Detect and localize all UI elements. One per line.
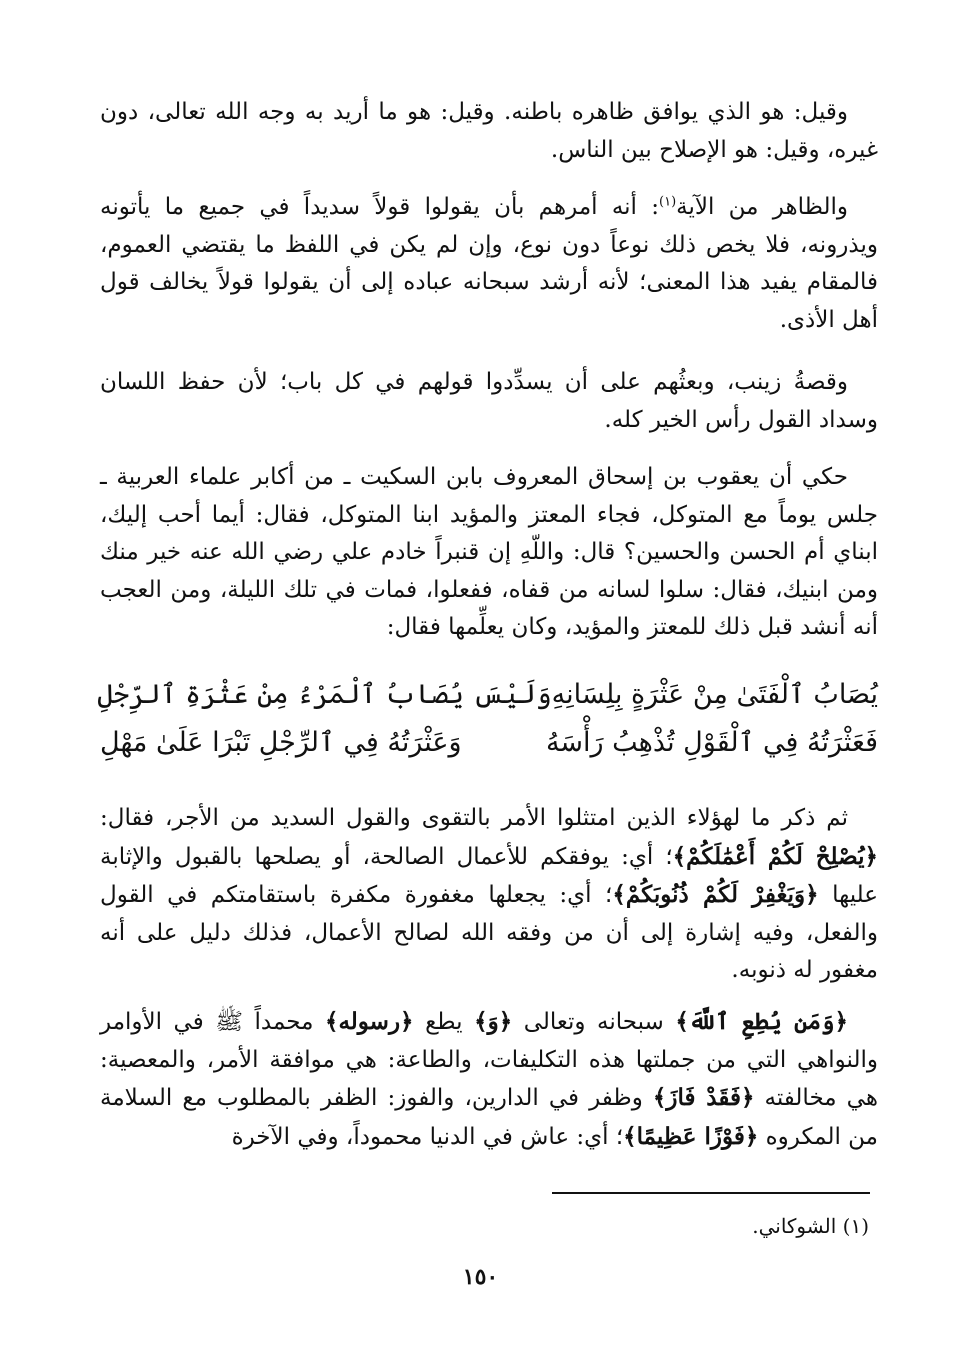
paragraph-2 xyxy=(100,189,878,339)
quran-quote-3: ﴿وَمَن يُطِعِ ٱللَّهَ﴾ xyxy=(675,1008,849,1035)
quran-quote-6: ﴿فَقَدْ فَازَ﴾ xyxy=(652,1084,755,1111)
quran-quote-2: ﴿وَيَغْفِرْ لَكُمْ ذُنُوبَكُمْ﴾ xyxy=(612,881,819,908)
quran-quote-5: ﴿رسوله﴾ xyxy=(324,1008,414,1035)
paragraph-6-text-e: ؛ أي: عاش في الدنيا محموداً، وفي الآخرة xyxy=(231,1123,624,1150)
footnote-text: الشوكاني. xyxy=(752,1214,837,1238)
verse-2-second-hemistich: وَعَثْرَتُهُ فِي ٱلرِّجْلِ تَبْرَا عَلَىٰ مَهْلِ xyxy=(100,726,462,758)
footnote-divider xyxy=(552,1192,870,1194)
paragraph-6-text-c: محمداً ﷺ في الأوامر والنواهي التي من جملتها هذه التكليفات، والطاعة: هي موافقة الأمر، والمعصية: هي مخالفته xyxy=(100,1009,878,1111)
verse-2-first-hemistich: فَعَثْرَتُهُ فِي ٱلْقَوْلِ تُذْهِبُ رَأْسَهُ xyxy=(545,726,878,758)
paragraph-5-text-b: ؛ أي: يوفقكم للأعمال الصالحة، أو يصلحها بالقبول والإثابة عليها xyxy=(100,843,878,908)
footnote-reference[interactable]: (١) xyxy=(659,194,677,210)
paragraph-5-text-a: ثم ذكر ما لهؤلاء الذين امتثلوا الأمر بالتقوى والقول السديد من الأجر، فقال: xyxy=(100,805,848,831)
quran-quote-4: ﴿وَ﴾ xyxy=(474,1008,513,1035)
paragraph-6 xyxy=(100,1003,878,1156)
paragraph-6-text-d: وظفر في الدارين، والفوز: الظفر بالمطلوب مع السلامة من المكروه xyxy=(100,1085,878,1150)
footnote-number: (١) xyxy=(842,1214,869,1238)
paragraph-6-text-a: سبحانه وتعالى xyxy=(512,1009,676,1035)
paragraph-2-text-b: : أنه أمرهم بأن يقولوا قولاً سديداً في جميع ما يأتونه ويذرونه، فلا يخص ذلك نوعاً دون نوع، وإن لم يكن في اللفظ ما يقتضي العموم، فالمقام يفيد هذا المعنى؛ لأنه أرشد سبحانه عباده إلى أن يقولوا قولاً يخالف قول أهل الأذى. xyxy=(100,194,878,333)
paragraph-3 xyxy=(100,364,878,439)
paragraph-3-text: وقصةُ زينب، وبعثُهم على أن يسدِّدوا قولهم في كل باب؛ لأن حفظ اللسان وسداد القول رأس الخير كله. xyxy=(100,369,878,433)
paragraph-1 xyxy=(100,94,878,169)
quran-quote-7: ﴿فَوْزًا عَظِيمًا﴾ xyxy=(623,1122,759,1150)
quran-quote-1: ﴿يُصْلِحْ لَكُمْ أَعْمَٰلَكُمْ﴾ xyxy=(672,842,878,870)
paragraph-5 xyxy=(100,800,878,990)
paragraph-2-text-a: والظاهر من الآية xyxy=(676,194,849,220)
paragraph-6-text-b: يطع xyxy=(413,1009,475,1035)
verse-line-2 xyxy=(100,720,878,764)
verse-1-first-hemistich: يُصَابُ ٱلْفَتَىٰ مِنْ عَثْرَةٍ بِلِسَانِهِ xyxy=(551,678,878,710)
verse-1-second-hemistich: وَلَيْسَ يُصَابُ ٱلْمَرْءُ مِنْ عَثْرَةِ ٱلرِّجْلِ xyxy=(97,678,552,710)
footnote xyxy=(752,1212,869,1240)
paragraph-4 xyxy=(100,459,878,647)
page-number: ١٥٠ xyxy=(462,1264,499,1290)
paragraph-4-text: حكي أن يعقوب بن إسحاق المعروف بابن السكيت ـ من أكابر علماء العربية ـ جلس يوماً مع المتوكل، فجاء المعتز والمؤيد ابنا المتوكل، فقال: أيما أحب إليك، ابناي أم الحسن والحسين؟ قال: واللّهِ إن قنبراً خادم علي رضي الله عنه خير منك ومن ابنيك، فقال: سلوا لسانه من قفاه، ففعلوا، فمات في تلك الليلة، ومن العجب أنه أنشد قبل ذلك للمعتز والمؤيد، وكان يعلِّمها فقال: xyxy=(100,464,878,640)
verse-line-1 xyxy=(97,672,878,716)
paragraph-1-text: وقيل: هو الذي يوافق ظاهره باطنه. وقيل: هو ما أريد به وجه الله تعالى، دون غيره، وقيل: هو الإصلاح بين الناس. xyxy=(100,99,878,163)
paragraph-5-text-c: ؛ أي: يجعلها مغفورة مكفرة باستقامتكم في القول والفعل، وفيه إشارة إلى أن من وفقه الله لصالح الأعمال، فذلك دليل على أنه مغفور له ذنوبه. xyxy=(100,882,878,983)
